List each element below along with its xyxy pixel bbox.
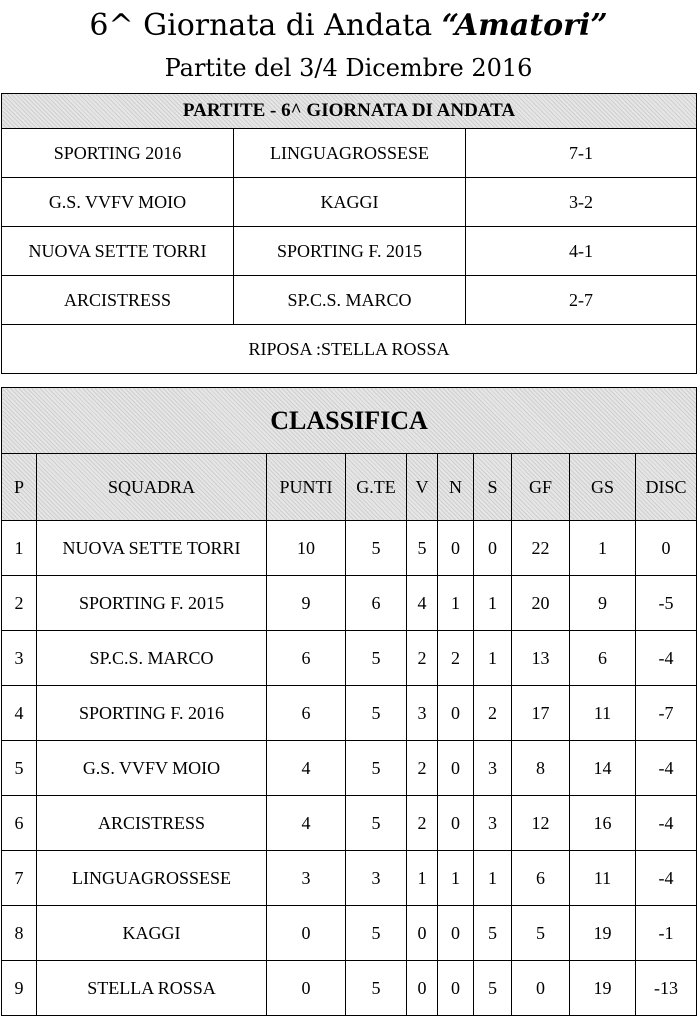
- title-category: “Amatori”: [441, 8, 608, 43]
- draws-cell: 0: [438, 906, 474, 961]
- position-cell: 6: [2, 796, 37, 851]
- discipline-cell: -4: [636, 851, 697, 906]
- points-cell: 10: [267, 521, 346, 576]
- discipline-cell: -1: [636, 906, 697, 961]
- goals-for-cell: 6: [512, 851, 570, 906]
- match-row: [2, 178, 697, 227]
- team-cell: SPORTING F. 2015: [37, 576, 267, 631]
- points-cell: 4: [267, 796, 346, 851]
- position-cell: 8: [2, 906, 37, 961]
- losses-cell: 5: [474, 906, 512, 961]
- discipline-cell: -5: [636, 576, 697, 631]
- goals-for-cell: 13: [512, 631, 570, 686]
- draws-cell: 0: [438, 741, 474, 796]
- team-cell: SP.C.S. MARCO: [37, 631, 267, 686]
- column-header: V: [407, 454, 438, 521]
- matches-table: [1, 93, 697, 374]
- played-cell: 3: [346, 851, 407, 906]
- points-cell: 0: [267, 961, 346, 1016]
- team-cell: ARCISTRESS: [37, 796, 267, 851]
- played-cell: 5: [346, 686, 407, 741]
- standings-row: [2, 576, 697, 631]
- discipline-cell: -7: [636, 686, 697, 741]
- page-subtitle: Partite del 3/4 Dicembre 2016: [164, 54, 533, 82]
- draws-cell: 0: [438, 796, 474, 851]
- goals-against-cell: 19: [570, 906, 636, 961]
- wins-cell: 4: [407, 576, 438, 631]
- discipline-cell: -4: [636, 796, 697, 851]
- match-row: [2, 129, 697, 178]
- column-header: S: [474, 454, 512, 521]
- goals-for-cell: 0: [512, 961, 570, 1016]
- losses-cell: 1: [474, 851, 512, 906]
- played-cell: 6: [346, 576, 407, 631]
- standings-title: CLASSIFICA: [2, 388, 697, 454]
- team-cell: SPORTING F. 2016: [37, 686, 267, 741]
- team-cell: G.S. VVFV MOIO: [37, 741, 267, 796]
- points-cell: 0: [267, 906, 346, 961]
- column-header: DISC: [636, 454, 697, 521]
- wins-cell: 1: [407, 851, 438, 906]
- team-cell: KAGGI: [37, 906, 267, 961]
- match-score: 7-1: [466, 129, 697, 178]
- played-cell: 5: [346, 631, 407, 686]
- column-header: N: [438, 454, 474, 521]
- goals-against-cell: 9: [570, 576, 636, 631]
- position-cell: 2: [2, 576, 37, 631]
- goals-against-cell: 14: [570, 741, 636, 796]
- position-cell: 4: [2, 686, 37, 741]
- wins-cell: 2: [407, 796, 438, 851]
- match-row: [2, 276, 697, 325]
- played-cell: 5: [346, 796, 407, 851]
- resting-team-note: RIPOSA :STELLA ROSSA: [2, 325, 697, 374]
- standings-row: [2, 851, 697, 906]
- wins-cell: 2: [407, 631, 438, 686]
- team-cell: NUOVA SETTE TORRI: [37, 521, 267, 576]
- match-away-team: SPORTING F. 2015: [234, 227, 466, 276]
- played-cell: 5: [346, 906, 407, 961]
- match-score: 3-2: [466, 178, 697, 227]
- goals-for-cell: 12: [512, 796, 570, 851]
- goals-against-cell: 6: [570, 631, 636, 686]
- match-home-team: ARCISTRESS: [2, 276, 234, 325]
- goals-against-cell: 1: [570, 521, 636, 576]
- position-cell: 1: [2, 521, 37, 576]
- played-cell: 5: [346, 521, 407, 576]
- discipline-cell: 0: [636, 521, 697, 576]
- draws-cell: 0: [438, 521, 474, 576]
- wins-cell: 3: [407, 686, 438, 741]
- match-away-team: KAGGI: [234, 178, 466, 227]
- standings-table: [1, 387, 697, 1016]
- goals-against-cell: 11: [570, 686, 636, 741]
- goals-against-cell: 11: [570, 851, 636, 906]
- points-cell: 6: [267, 631, 346, 686]
- wins-cell: 0: [407, 961, 438, 1016]
- position-cell: 5: [2, 741, 37, 796]
- matches-title: PARTITE - 6^ GIORNATA DI ANDATA: [2, 94, 697, 129]
- wins-cell: 0: [407, 906, 438, 961]
- draws-cell: 1: [438, 851, 474, 906]
- goals-for-cell: 5: [512, 906, 570, 961]
- column-header: PUNTI: [267, 454, 346, 521]
- goals-for-cell: 17: [512, 686, 570, 741]
- page-title: [0, 6, 697, 46]
- position-cell: 7: [2, 851, 37, 906]
- points-cell: 6: [267, 686, 346, 741]
- team-cell: LINGUAGROSSESE: [37, 851, 267, 906]
- goals-for-cell: 20: [512, 576, 570, 631]
- standings-header-row: [2, 454, 697, 521]
- team-cell: STELLA ROSSA: [37, 961, 267, 1016]
- wins-cell: 5: [407, 521, 438, 576]
- goals-against-cell: 16: [570, 796, 636, 851]
- losses-cell: 2: [474, 686, 512, 741]
- played-cell: 5: [346, 961, 407, 1016]
- wins-cell: 2: [407, 741, 438, 796]
- standings-row: [2, 796, 697, 851]
- standings-row: [2, 631, 697, 686]
- column-header: GF: [512, 454, 570, 521]
- goals-for-cell: 22: [512, 521, 570, 576]
- column-header: P: [2, 454, 37, 521]
- standings-row: [2, 521, 697, 576]
- discipline-cell: -4: [636, 741, 697, 796]
- match-home-team: NUOVA SETTE TORRI: [2, 227, 234, 276]
- points-cell: 4: [267, 741, 346, 796]
- goals-for-cell: 8: [512, 741, 570, 796]
- standings-row: [2, 961, 697, 1016]
- draws-cell: 0: [438, 961, 474, 1016]
- match-row: [2, 227, 697, 276]
- points-cell: 9: [267, 576, 346, 631]
- column-header: GS: [570, 454, 636, 521]
- column-header: SQUADRA: [37, 454, 267, 521]
- losses-cell: 3: [474, 741, 512, 796]
- goals-against-cell: 19: [570, 961, 636, 1016]
- draws-cell: 2: [438, 631, 474, 686]
- title-prefix: 6^ Giornata di Andata: [89, 8, 442, 43]
- points-cell: 3: [267, 851, 346, 906]
- position-cell: 3: [2, 631, 37, 686]
- standings-row: [2, 741, 697, 796]
- standings-row: [2, 686, 697, 741]
- match-home-team: SPORTING 2016: [2, 129, 234, 178]
- column-header: G.TE: [346, 454, 407, 521]
- draws-cell: 1: [438, 576, 474, 631]
- discipline-cell: -13: [636, 961, 697, 1016]
- losses-cell: 0: [474, 521, 512, 576]
- match-score: 4-1: [466, 227, 697, 276]
- position-cell: 9: [2, 961, 37, 1016]
- losses-cell: 1: [474, 576, 512, 631]
- match-score: 2-7: [466, 276, 697, 325]
- losses-cell: 3: [474, 796, 512, 851]
- played-cell: 5: [346, 741, 407, 796]
- losses-cell: 5: [474, 961, 512, 1016]
- draws-cell: 0: [438, 686, 474, 741]
- standings-row: [2, 906, 697, 961]
- discipline-cell: -4: [636, 631, 697, 686]
- match-away-team: SP.C.S. MARCO: [234, 276, 466, 325]
- match-away-team: LINGUAGROSSESE: [234, 129, 466, 178]
- losses-cell: 1: [474, 631, 512, 686]
- match-home-team: G.S. VVFV MOIO: [2, 178, 234, 227]
